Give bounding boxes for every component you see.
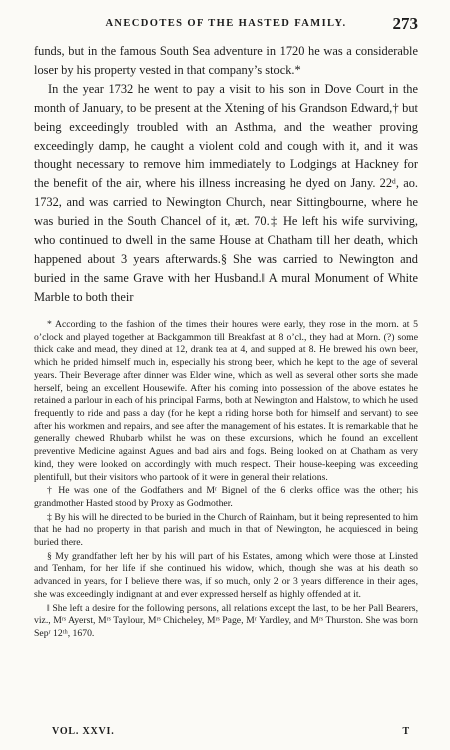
volume-number: VOL. XXVI.: [52, 726, 115, 737]
running-head: [34, 14, 418, 36]
footnotes: [34, 319, 418, 641]
footnote-dagger: † He was one of the Godfathers and Mʳ Bignel of the 6 clerks office was the other; his grandmother Hasted stood by Proxy as Godmother.: [34, 485, 418, 509]
running-title: ANECDOTES OF THE HASTED FAMILY.: [105, 18, 347, 29]
signature-mark: T: [402, 726, 410, 737]
footnote-double-dagger: ‡ By his will he directed to be buried in the Church of Rainham, but it being represented to him that he had no property in that parish and much in that of Newington, he acquiesced in being buried there.: [34, 511, 418, 549]
page-number: 273: [392, 14, 418, 33]
page-footer: [52, 726, 410, 737]
footnote-parallel: ‖ She left a desire for the following persons, all relations except the last, to be her Pall Bearers, viz., Mʳˢ Ayerst, Mʳˢ Taylour, Mʳˢ Chicheley, Mʳˢ Page, Mʳ Yardley, and Mʳˢ Thurston. She was born Sepʳ 12ᵗʰ, 1670.: [34, 602, 418, 639]
paragraph: In the year 1732 he went to pay a visit to his son in Dove Court in the month of January, to be present at the Xtening of his Grandson Edward,† but being exceedingly troubled with an Asthma, and the weather proving exceedingly damp, he caught a violent cold and cough with it, and it was thought necessary to remove him immediately to Lodgings at Hackney for the benefit of the air, where his illness increasing he dyed on Jany. 22ᵈ, ao. 1732, and was carried to Newington Church, near Sittingbourne, where he was buried in the South Chancel of it, æt. 70.‡ He left his wife surviving, who continued to dwell in the same House at Chatham till her death, which happened about 3 years afterwards.§ She was carried to Newington and buried in the same Grave with her Husband.‖ A mural Monument of White Marble to both their: [34, 81, 418, 304]
paragraph-continued: funds, but in the famous South Sea adventure in 1720 he was a considerable loser by his property vested in that company’s stock.*: [34, 44, 418, 77]
footnote-asterisk: * According to the fashion of the times their houres were early, they rose in the morn. at 5 o’clock and played together at Backgammon till Breakfast at 8 o’cl., they had at Morn. (?) some thick cake and mead, they dined at 12, drank tea at 4, and supped at 8. He brewed his own beer, which he prided himself much in, especially his strong beer, which he kept to the age of several years. Their Beverage after dinner was Elder wine, which as well as several other sorts she made herself, being an excellent Housewife. After his coming into possession of the above estates he retained a parlour in each of his principal Farms, both at Newington and Halstow, to which he used frequently to ride and pass a day (for he kept a riding horse both for himself and servant) to see after his workmen and repairs, and see after the management of his estates. It is remarkable that he generally chewed Rhubarb whilst he was on these excursions, which he found an excellent preventive Medicine against Agues and bad airs and fogs. Being looked on at Chatham as very kind, they were looked on accordingly with much respect. Their house-keeping was exceeding plentifull, but their visitors who partook of it were in general their relations.: [34, 319, 418, 483]
footnote-section: § My grandfather left her by his will part of his Estates, among which were those at Linsted and Tenham, for her life if she continued his widow, which, though she was at his death so advanced in years, for I believe there was, if so much, only 2 or 3 years difference in their ages, she was exceedingly indignant at and ever expressed herself as highly offended at it.: [34, 550, 418, 600]
body-text: [34, 42, 418, 307]
